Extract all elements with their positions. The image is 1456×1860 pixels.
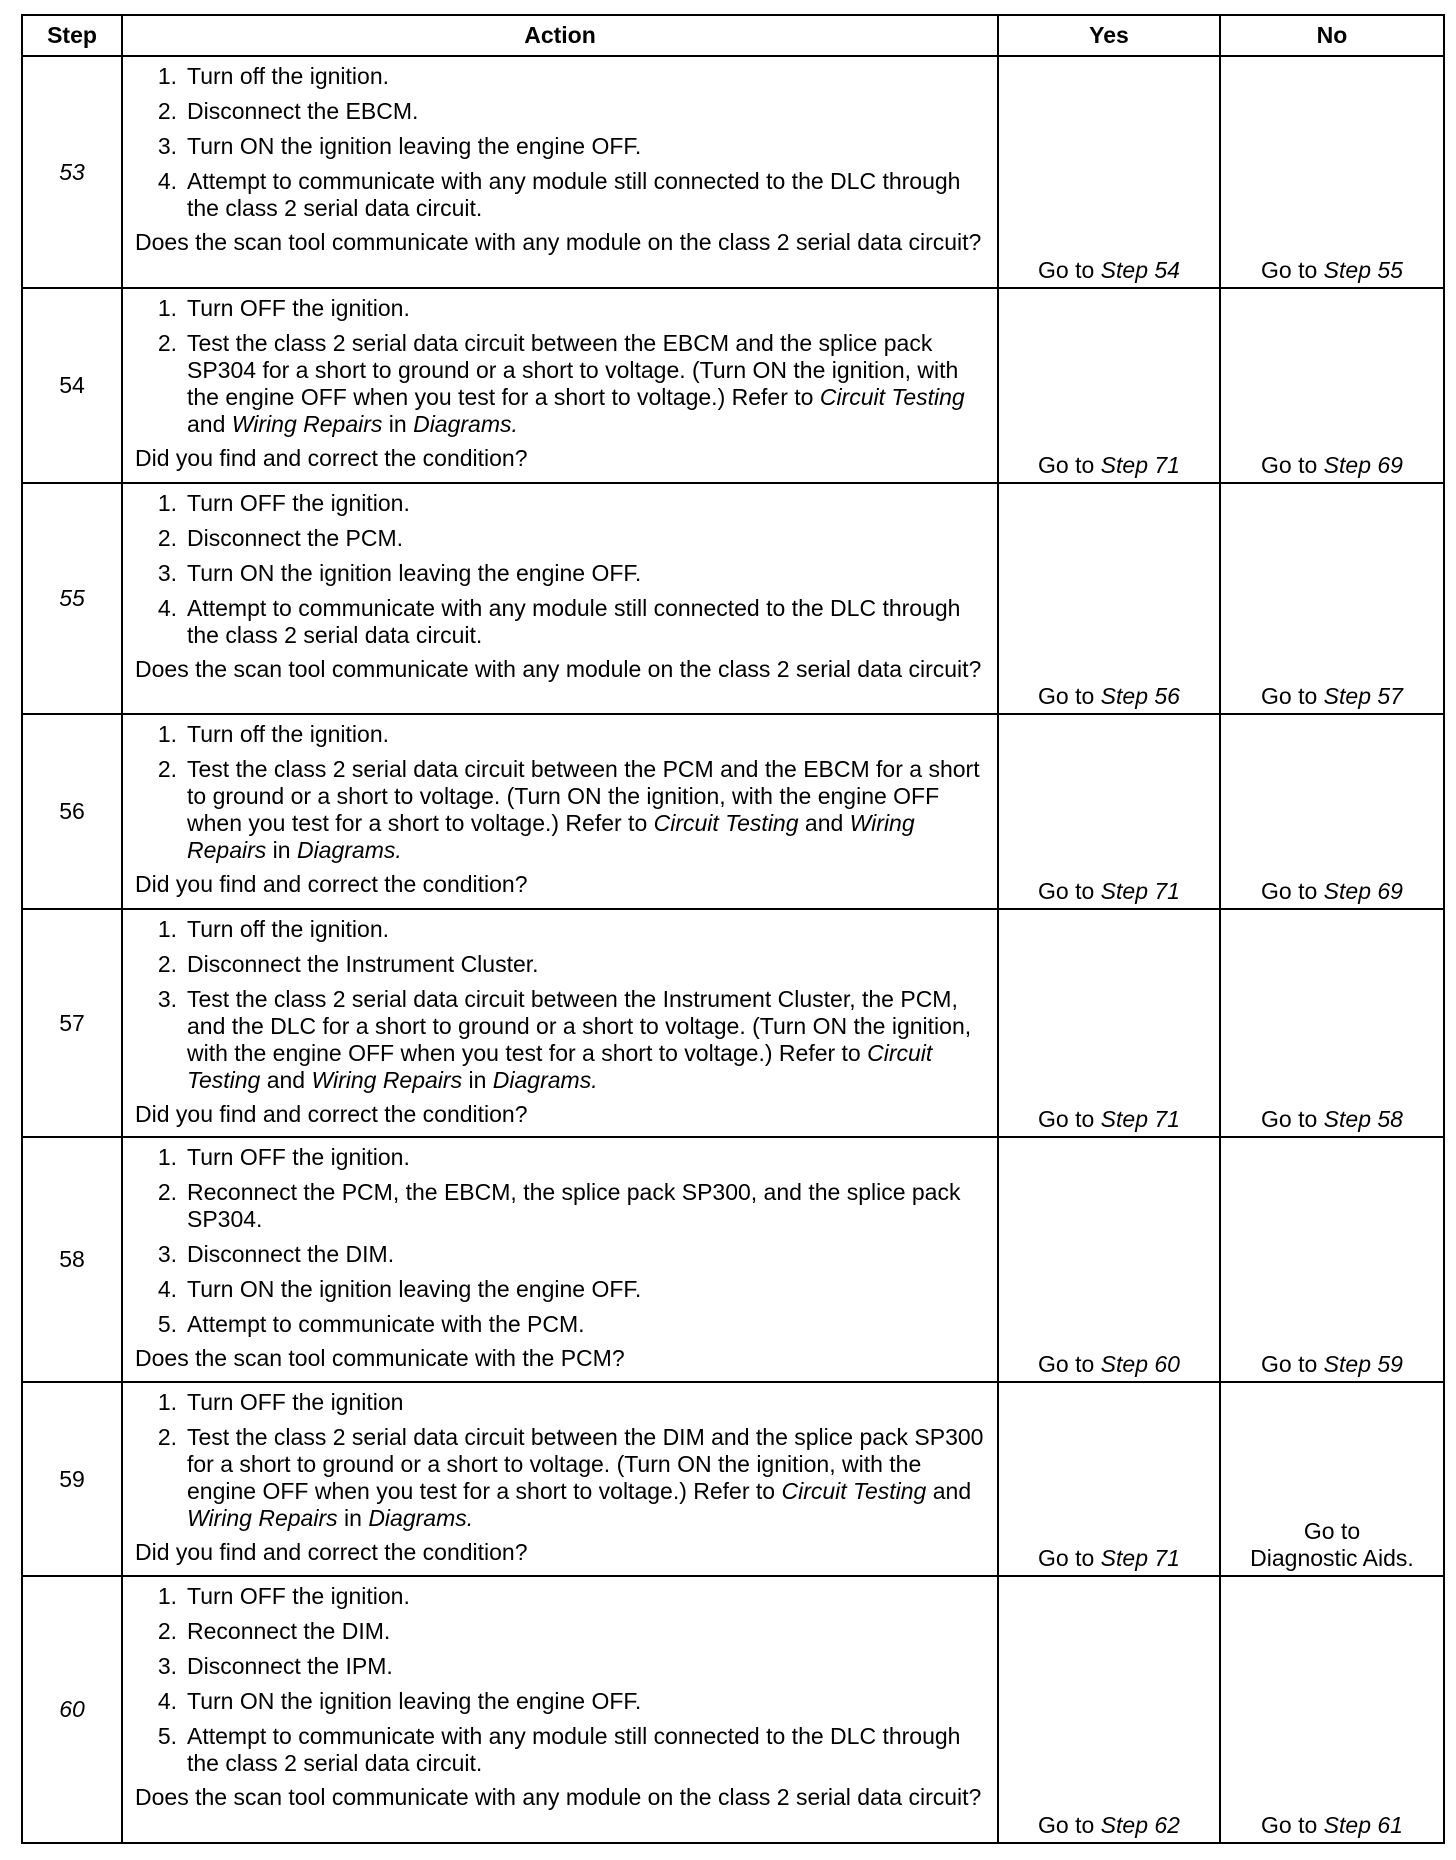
- instruction-text: Attempt to communicate with any module still connected to the DLC through the class 2 serial data circuit.: [187, 1723, 961, 1776]
- action-step: [135, 295, 987, 322]
- action-step-text: [187, 1311, 987, 1338]
- no-result: [1220, 714, 1444, 909]
- result-step-ref: Step 57: [1323, 683, 1403, 709]
- result-prefix: Go to: [1261, 683, 1324, 709]
- action-cell: [122, 1382, 998, 1576]
- instruction-text: Disconnect the PCM.: [187, 525, 404, 551]
- instruction-text: Turn OFF the ignition.: [187, 295, 410, 321]
- yes-result: [998, 714, 1220, 909]
- action-step-text: [187, 525, 987, 552]
- instruction-text: Turn off the ignition.: [187, 63, 390, 89]
- action-step: [135, 560, 987, 587]
- reference-text: Circuit Testing: [187, 1040, 933, 1093]
- action-step-text: [187, 1723, 987, 1777]
- action-steps-list: [135, 63, 987, 222]
- action-step: [135, 525, 987, 552]
- instruction-text: Attempt to communicate with the PCM.: [187, 1311, 585, 1337]
- instruction-text: Attempt to communicate with any module still connected to the DLC through the class 2 serial data circuit.: [187, 595, 961, 648]
- question-text: Did you find and correct the condition?: [135, 445, 528, 471]
- column-header-step: Step: [22, 15, 122, 56]
- action-step-number: 2.: [157, 525, 177, 551]
- question-text: Does the scan tool communicate with any module on the class 2 serial data circuit?: [135, 656, 982, 682]
- action-step: [135, 98, 987, 125]
- step-number: 60: [22, 1576, 122, 1843]
- result-prefix: Go to: [1038, 257, 1101, 283]
- action-step: [135, 1723, 987, 1777]
- table-row: [22, 1576, 1444, 1843]
- no-result: [1220, 1576, 1444, 1843]
- result-prefix: Go to: [1303, 1518, 1361, 1544]
- result-step-ref: Step 62: [1100, 1812, 1180, 1838]
- no-result: [1220, 288, 1444, 483]
- instruction-text: Turn ON the ignition leaving the engine OFF.: [187, 133, 642, 159]
- question-text: Did you find and correct the condition?: [135, 1539, 528, 1565]
- yes-result: [998, 483, 1220, 714]
- result-step-ref: Step 61: [1323, 1812, 1403, 1838]
- table-row: [22, 1137, 1444, 1382]
- action-step-number: 4.: [157, 1688, 177, 1714]
- action-step-number: 3.: [157, 560, 177, 586]
- question-text: Does the scan tool communicate with the PCM?: [135, 1345, 625, 1371]
- instruction-text: Test the class 2 serial data circuit between the EBCM and the splice pack SP304 for a short to ground or a short to voltage. (Turn ON the ignition, with the engine OFF when you test for a short to voltage.) Refer to: [187, 330, 959, 410]
- action-step-text: [187, 986, 987, 1094]
- action-step: [135, 1389, 987, 1416]
- action-cell: [122, 288, 998, 483]
- result-prefix: Go to: [1038, 1812, 1101, 1838]
- instruction-text: in: [337, 1505, 369, 1531]
- result-step-ref: Step 54: [1100, 257, 1180, 283]
- reference-text: Diagrams.: [296, 837, 402, 863]
- result-diagnostic-aids: Diagnostic Aids.: [1250, 1545, 1414, 1571]
- action-step-text: [187, 1653, 987, 1680]
- action-step-text: [187, 1688, 987, 1715]
- reference-text: Circuit Testing: [819, 384, 965, 410]
- no-result: [1220, 483, 1444, 714]
- instruction-text: in: [266, 837, 297, 863]
- instruction-text: Turn OFF the ignition.: [187, 490, 410, 516]
- action-step-text: [187, 1618, 987, 1645]
- result-step-ref: Step 58: [1323, 1106, 1403, 1132]
- table-row: [22, 714, 1444, 909]
- table-row: [22, 288, 1444, 483]
- action-steps-list: [135, 295, 987, 438]
- action-step-number: 5.: [157, 1723, 177, 1749]
- result-step-ref: Step 55: [1323, 257, 1403, 283]
- header-row: [22, 15, 1444, 56]
- reference-text: Wiring Repairs: [187, 810, 915, 863]
- column-header-no: No: [1220, 15, 1444, 56]
- instruction-text: Attempt to communicate with any module still connected to the DLC through the class 2 serial data circuit.: [187, 168, 961, 221]
- table-row: [22, 1382, 1444, 1576]
- reference-text: Circuit Testing: [653, 810, 799, 836]
- action-step-number: 2.: [157, 98, 177, 124]
- result-prefix: Go to: [1038, 878, 1101, 904]
- action-step: [135, 490, 987, 517]
- action-step-text: [187, 168, 987, 222]
- action-step-text: [187, 1583, 987, 1610]
- yes-result: [998, 56, 1220, 288]
- action-step: [135, 1179, 987, 1233]
- action-step-number: 1.: [157, 916, 177, 942]
- action-cell: [122, 1137, 998, 1382]
- instruction-text: Test the class 2 serial data circuit between the Instrument Cluster, the PCM, and the DLC for a short to ground or a short to voltage. (Turn ON the ignition, with the engine OFF when you test for a short to voltage.) Refer to: [187, 986, 972, 1066]
- action-step: [135, 63, 987, 90]
- instruction-text: Turn off the ignition.: [187, 916, 390, 942]
- action-cell: [122, 483, 998, 714]
- action-step-number: 3.: [157, 1241, 177, 1267]
- result-prefix: Go to: [1261, 1106, 1324, 1132]
- action-step: [135, 1241, 987, 1268]
- action-step: [135, 756, 987, 864]
- result-step-ref: Step 71: [1100, 1545, 1180, 1571]
- action-step: [135, 1653, 987, 1680]
- step-number: 54: [22, 288, 122, 483]
- instruction-text: Disconnect the IPM.: [187, 1653, 393, 1679]
- table-row: [22, 56, 1444, 288]
- instruction-text: Reconnect the DIM.: [187, 1618, 391, 1644]
- action-step: [135, 721, 987, 748]
- action-step: [135, 1276, 987, 1303]
- result-prefix: Go to: [1038, 1351, 1101, 1377]
- action-step-number: 1.: [157, 295, 177, 321]
- table-row: [22, 483, 1444, 714]
- action-step: [135, 986, 987, 1094]
- result-step-ref: Step 59: [1323, 1351, 1403, 1377]
- question-text: Does the scan tool communicate with any module on the class 2 serial data circuit?: [135, 1784, 982, 1810]
- action-step: [135, 1583, 987, 1610]
- action-step-text: [187, 490, 987, 517]
- result-prefix: Go to: [1038, 1106, 1101, 1132]
- table-body: [22, 56, 1444, 1843]
- action-step: [135, 1618, 987, 1645]
- instruction-text: Turn off the ignition.: [187, 721, 390, 747]
- reference-text: Circuit Testing: [781, 1478, 927, 1504]
- action-steps-list: [135, 1389, 987, 1532]
- action-step-number: 1.: [157, 1144, 177, 1170]
- action-step-number: 3.: [157, 1653, 177, 1679]
- no-result: [1220, 909, 1444, 1137]
- action-step-text: [187, 560, 987, 587]
- step-number: 57: [22, 909, 122, 1137]
- instruction-text: Disconnect the DIM.: [187, 1241, 395, 1267]
- action-step-number: 5.: [157, 1311, 177, 1337]
- yes-result: [998, 1576, 1220, 1843]
- action-step-text: [187, 1144, 987, 1171]
- action-step-number: 2.: [157, 1424, 177, 1450]
- table-row: [22, 909, 1444, 1137]
- action-step: [135, 595, 987, 649]
- action-step-number: 4.: [157, 1276, 177, 1302]
- result-prefix: Go to: [1261, 257, 1324, 283]
- result-prefix: Go to: [1038, 683, 1101, 709]
- result-prefix: Go to: [1261, 878, 1324, 904]
- instruction-text: in: [462, 1067, 493, 1093]
- instruction-text: Test the class 2 serial data circuit between the PCM and the EBCM for a short to ground or a short to voltage. (Turn ON the ignition, with the engine OFF when you test for a short to voltage.) Refer to: [187, 756, 980, 836]
- no-result: [1220, 56, 1444, 288]
- question-text: Does the scan tool communicate with any module on the class 2 serial data circuit?: [135, 229, 982, 255]
- instruction-text: Turn ON the ignition leaving the engine OFF.: [187, 560, 642, 586]
- action-step-text: [187, 951, 987, 978]
- yes-result: [998, 288, 1220, 483]
- instruction-text: Turn ON the ignition leaving the engine OFF.: [187, 1276, 642, 1302]
- instruction-text: Turn OFF the ignition: [187, 1389, 404, 1415]
- action-step: [135, 1144, 987, 1171]
- reference-text: Diagrams.: [413, 411, 518, 437]
- action-step-number: 2.: [157, 756, 177, 782]
- step-number: 58: [22, 1137, 122, 1382]
- instruction-text: Disconnect the Instrument Cluster.: [187, 951, 539, 977]
- yes-result: [998, 1137, 1220, 1382]
- action-step-number: 1.: [157, 1389, 177, 1415]
- instruction-text: Turn OFF the ignition.: [187, 1583, 410, 1609]
- action-step-text: [187, 756, 987, 864]
- instruction-text: and: [187, 411, 232, 437]
- action-step-text: [187, 916, 987, 943]
- result-step-ref: Step 71: [1100, 1106, 1180, 1132]
- no-result: [1220, 1382, 1444, 1576]
- result-prefix: Go to: [1038, 452, 1101, 478]
- action-step-number: 2.: [157, 1618, 177, 1644]
- result-step-ref: Step 69: [1323, 452, 1403, 478]
- step-number: 59: [22, 1382, 122, 1576]
- instruction-text: in: [382, 411, 414, 437]
- reference-text: Diagrams.: [368, 1505, 474, 1531]
- action-step-number: 2.: [157, 951, 177, 977]
- action-steps-list: [135, 1144, 987, 1338]
- result-step-ref: Step 69: [1323, 878, 1403, 904]
- action-step-text: [187, 1241, 987, 1268]
- result-step-ref: Step 71: [1100, 878, 1180, 904]
- result-step-ref: Step 56: [1100, 683, 1180, 709]
- action-step-text: [187, 1424, 987, 1532]
- action-cell: [122, 56, 998, 288]
- action-step-text: [187, 98, 987, 125]
- action-step-text: [187, 721, 987, 748]
- reference-text: Wiring Repairs: [187, 1505, 338, 1531]
- action-step: [135, 1688, 987, 1715]
- action-step-text: [187, 63, 987, 90]
- action-step-number: 4.: [157, 168, 177, 194]
- action-step-number: 4.: [157, 595, 177, 621]
- action-cell: [122, 909, 998, 1137]
- result-prefix: Go to: [1261, 1351, 1324, 1377]
- reference-text: Wiring Repairs: [311, 1067, 463, 1093]
- instruction-text: and: [926, 1478, 972, 1504]
- action-step-number: 1.: [157, 490, 177, 516]
- action-step: [135, 1424, 987, 1532]
- action-step-number: 2.: [157, 1179, 177, 1205]
- action-steps-list: [135, 721, 987, 864]
- diagnostic-table: [21, 14, 1445, 1844]
- column-header-action: Action: [122, 15, 998, 56]
- action-step-text: [187, 1389, 987, 1416]
- action-step-text: [187, 295, 987, 322]
- step-number: 55: [22, 483, 122, 714]
- action-step: [135, 133, 987, 160]
- result-prefix: Go to: [1038, 1545, 1101, 1571]
- instruction-text: Turn ON the ignition leaving the engine OFF.: [187, 1688, 642, 1714]
- instruction-text: Reconnect the PCM, the EBCM, the splice pack SP300, and the splice pack SP304.: [187, 1179, 961, 1232]
- action-cell: [122, 1576, 998, 1843]
- instruction-text: Test the class 2 serial data circuit between the DIM and the splice pack SP300 for a short to ground or a short to voltage. (Turn ON the ignition, with the engine OFF when you test for a short to voltage.) Refer to: [187, 1424, 984, 1504]
- action-step: [135, 330, 987, 438]
- action-step-text: [187, 133, 987, 160]
- action-step-number: 3.: [157, 986, 177, 1012]
- action-steps-list: [135, 490, 987, 649]
- reference-text: Wiring Repairs: [231, 411, 383, 437]
- action-step-text: [187, 330, 987, 438]
- action-step-number: 2.: [157, 330, 177, 356]
- action-step-text: [187, 1179, 987, 1233]
- action-step-number: 3.: [157, 133, 177, 159]
- step-number: 53: [22, 56, 122, 288]
- action-step-number: 1.: [157, 63, 177, 89]
- action-step: [135, 1311, 987, 1338]
- instruction-text: and: [798, 810, 850, 836]
- action-step: [135, 951, 987, 978]
- result-step-ref: Step 60: [1100, 1351, 1180, 1377]
- question-text: Did you find and correct the condition?: [135, 1101, 528, 1127]
- result-prefix: Go to: [1261, 1812, 1324, 1838]
- step-number: 56: [22, 714, 122, 909]
- no-result: [1220, 1137, 1444, 1382]
- result-prefix: Go to: [1261, 452, 1324, 478]
- action-step: [135, 168, 987, 222]
- action-step-number: 1.: [157, 721, 177, 747]
- table-header: [22, 15, 1444, 56]
- action-step-text: [187, 1276, 987, 1303]
- yes-result: [998, 909, 1220, 1137]
- question-text: Did you find and correct the condition?: [135, 871, 528, 897]
- column-header-yes: Yes: [998, 15, 1220, 56]
- instruction-text: Disconnect the EBCM.: [187, 98, 419, 124]
- action-steps-list: [135, 1583, 987, 1777]
- yes-result: [998, 1382, 1220, 1576]
- action-cell: [122, 714, 998, 909]
- instruction-text: Turn OFF the ignition.: [187, 1144, 410, 1170]
- result-step-ref: Step 71: [1100, 452, 1180, 478]
- action-step: [135, 916, 987, 943]
- action-steps-list: [135, 916, 987, 1094]
- action-step-text: [187, 595, 987, 649]
- reference-text: Diagrams.: [492, 1067, 598, 1093]
- instruction-text: and: [260, 1067, 312, 1093]
- action-step-number: 1.: [157, 1583, 177, 1609]
